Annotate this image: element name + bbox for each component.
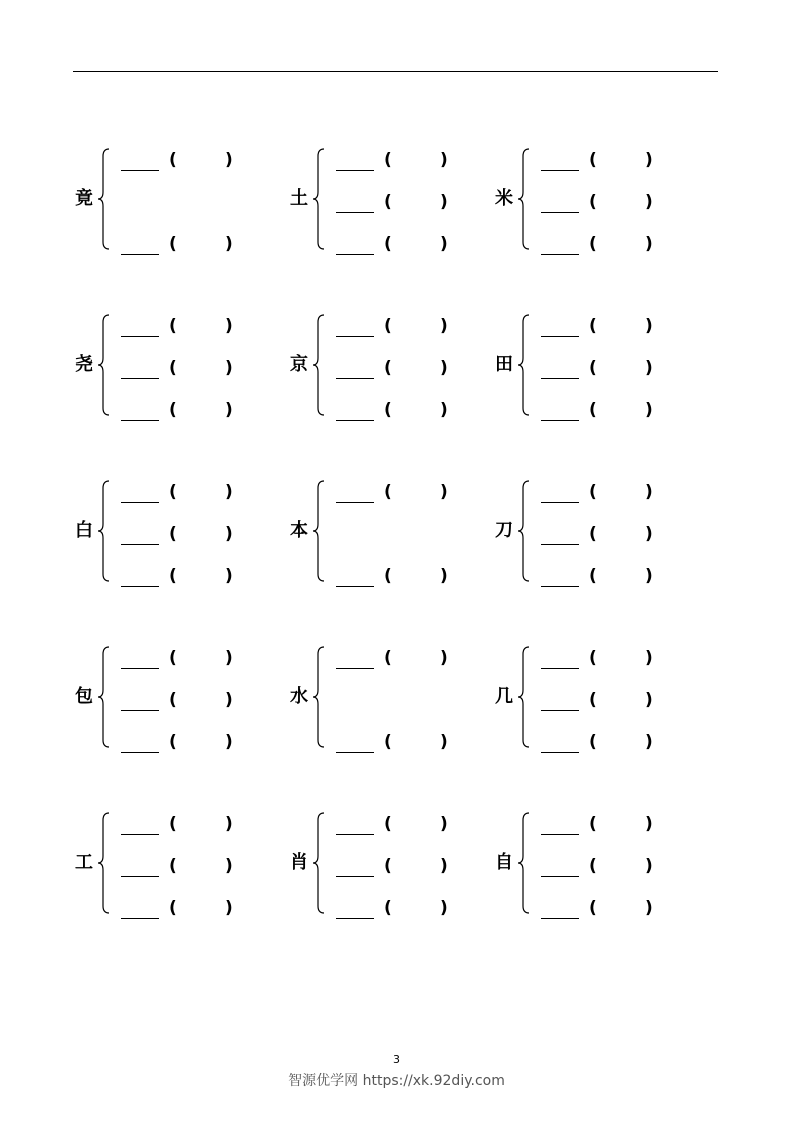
open-paren: (: [589, 150, 597, 170]
close-paren: ): [225, 524, 233, 544]
answer-blank[interactable]: [336, 170, 374, 171]
open-paren: (: [169, 856, 177, 876]
group-character: 米: [495, 188, 513, 209]
char-group: [493, 479, 673, 589]
group-character: 尧: [75, 354, 93, 375]
close-paren: ): [225, 358, 233, 378]
open-paren: (: [589, 856, 597, 876]
curly-brace-icon: [517, 313, 531, 417]
footer-watermark: 智源优学网 https://xk.92diy.com: [288, 1073, 505, 1089]
close-paren: ): [225, 566, 233, 586]
open-paren: (: [589, 566, 597, 586]
curly-brace-icon: [97, 479, 111, 583]
open-paren: (: [589, 814, 597, 834]
open-paren: (: [589, 732, 597, 752]
close-paren: ): [225, 400, 233, 420]
close-paren: ): [440, 316, 448, 336]
answer-blank[interactable]: [336, 420, 374, 421]
close-paren: ): [440, 856, 448, 876]
open-paren: (: [384, 358, 392, 378]
close-paren: ): [645, 234, 653, 254]
answer-blank[interactable]: [336, 212, 374, 213]
char-group: [493, 645, 673, 755]
open-paren: (: [589, 524, 597, 544]
open-paren: (: [169, 898, 177, 918]
group-character: 自: [495, 852, 513, 873]
open-paren: (: [169, 482, 177, 502]
close-paren: ): [645, 400, 653, 420]
answer-blank[interactable]: [121, 876, 159, 877]
char-group: [493, 811, 673, 921]
close-paren: ): [440, 400, 448, 420]
open-paren: (: [169, 690, 177, 710]
close-paren: ): [645, 814, 653, 834]
page-number: 3: [393, 1053, 400, 1066]
open-paren: (: [589, 400, 597, 420]
open-paren: (: [589, 358, 597, 378]
answer-blank[interactable]: [336, 876, 374, 877]
open-paren: (: [169, 316, 177, 336]
group-character: 几: [495, 686, 513, 707]
group-character: 京: [290, 354, 308, 375]
close-paren: ): [440, 898, 448, 918]
open-paren: (: [589, 482, 597, 502]
answer-blank[interactable]: [541, 586, 579, 587]
char-group: [288, 645, 468, 755]
group-character: 工: [75, 852, 93, 873]
close-paren: ): [225, 814, 233, 834]
close-paren: ): [645, 898, 653, 918]
close-paren: ): [645, 856, 653, 876]
answer-blank[interactable]: [121, 544, 159, 545]
group-character: 竟: [75, 188, 93, 209]
group-character: 本: [290, 520, 308, 541]
answer-blank[interactable]: [121, 710, 159, 711]
answer-blank[interactable]: [541, 544, 579, 545]
close-paren: ): [645, 648, 653, 668]
answer-blank[interactable]: [541, 752, 579, 753]
char-group: [73, 479, 253, 589]
close-paren: ): [440, 482, 448, 502]
curly-brace-icon: [97, 811, 111, 915]
answer-blank[interactable]: [541, 668, 579, 669]
open-paren: (: [169, 234, 177, 254]
close-paren: ): [225, 856, 233, 876]
close-paren: ): [440, 150, 448, 170]
close-paren: ): [645, 316, 653, 336]
close-paren: ): [645, 732, 653, 752]
answer-blank[interactable]: [541, 710, 579, 711]
answer-blank[interactable]: [121, 254, 159, 255]
answer-blank[interactable]: [541, 254, 579, 255]
close-paren: ): [645, 690, 653, 710]
close-paren: ): [225, 150, 233, 170]
curly-brace-icon: [312, 645, 326, 749]
answer-blank[interactable]: [121, 752, 159, 753]
group-character: 肖: [290, 852, 308, 873]
char-group: [288, 313, 468, 423]
close-paren: ): [440, 648, 448, 668]
open-paren: (: [384, 400, 392, 420]
curly-brace-icon: [312, 147, 326, 251]
open-paren: (: [384, 150, 392, 170]
group-character: 白: [75, 520, 93, 541]
answer-blank[interactable]: [121, 336, 159, 337]
answer-blank[interactable]: [121, 502, 159, 503]
answer-blank[interactable]: [336, 502, 374, 503]
char-group: [73, 811, 253, 921]
answer-blank[interactable]: [336, 918, 374, 919]
answer-blank[interactable]: [121, 918, 159, 919]
group-character: 土: [290, 188, 308, 209]
header-rule: [73, 71, 718, 72]
close-paren: ): [225, 482, 233, 502]
group-character: 田: [495, 354, 513, 375]
open-paren: (: [169, 814, 177, 834]
close-paren: ): [440, 566, 448, 586]
answer-blank[interactable]: [336, 668, 374, 669]
answer-blank[interactable]: [336, 378, 374, 379]
curly-brace-icon: [97, 147, 111, 251]
answer-blank[interactable]: [121, 170, 159, 171]
close-paren: ): [645, 566, 653, 586]
open-paren: (: [589, 192, 597, 212]
open-paren: (: [169, 648, 177, 668]
open-paren: (: [384, 316, 392, 336]
close-paren: ): [225, 234, 233, 254]
open-paren: (: [589, 898, 597, 918]
char-group: [73, 645, 253, 755]
open-paren: (: [384, 234, 392, 254]
curly-brace-icon: [312, 811, 326, 915]
close-paren: ): [225, 316, 233, 336]
curly-brace-icon: [517, 479, 531, 583]
answer-blank[interactable]: [541, 834, 579, 835]
open-paren: (: [169, 732, 177, 752]
answer-blank[interactable]: [541, 876, 579, 877]
open-paren: (: [384, 566, 392, 586]
char-group: [73, 313, 253, 423]
answer-blank[interactable]: [541, 420, 579, 421]
answer-blank[interactable]: [121, 420, 159, 421]
close-paren: ): [645, 150, 653, 170]
open-paren: (: [384, 482, 392, 502]
char-group: [493, 147, 673, 257]
close-paren: ): [225, 898, 233, 918]
open-paren: (: [589, 690, 597, 710]
answer-blank[interactable]: [336, 254, 374, 255]
answer-blank[interactable]: [336, 336, 374, 337]
answer-blank[interactable]: [541, 336, 579, 337]
curly-brace-icon: [517, 811, 531, 915]
close-paren: ): [440, 192, 448, 212]
answer-blank[interactable]: [336, 586, 374, 587]
answer-blank[interactable]: [541, 212, 579, 213]
close-paren: ): [225, 648, 233, 668]
close-paren: ): [645, 524, 653, 544]
close-paren: ): [645, 358, 653, 378]
group-character: 包: [75, 686, 93, 707]
answer-blank[interactable]: [541, 378, 579, 379]
curly-brace-icon: [312, 313, 326, 417]
open-paren: (: [169, 400, 177, 420]
open-paren: (: [169, 566, 177, 586]
open-paren: (: [169, 358, 177, 378]
char-group: [288, 479, 468, 589]
open-paren: (: [169, 150, 177, 170]
open-paren: (: [384, 192, 392, 212]
answer-blank[interactable]: [541, 918, 579, 919]
close-paren: ): [440, 234, 448, 254]
open-paren: (: [384, 648, 392, 668]
answer-blank[interactable]: [541, 170, 579, 171]
answer-blank[interactable]: [336, 834, 374, 835]
answer-blank[interactable]: [541, 502, 579, 503]
curly-brace-icon: [517, 147, 531, 251]
answer-blank[interactable]: [121, 586, 159, 587]
answer-blank[interactable]: [336, 752, 374, 753]
close-paren: ): [225, 690, 233, 710]
char-group: [493, 313, 673, 423]
char-group: [73, 147, 253, 257]
close-paren: ): [225, 732, 233, 752]
open-paren: (: [384, 814, 392, 834]
group-character: 刀: [495, 520, 513, 541]
close-paren: ): [440, 732, 448, 752]
group-character: 水: [290, 686, 308, 707]
open-paren: (: [384, 898, 392, 918]
open-paren: (: [384, 732, 392, 752]
answer-blank[interactable]: [121, 668, 159, 669]
answer-blank[interactable]: [121, 378, 159, 379]
curly-brace-icon: [312, 479, 326, 583]
open-paren: (: [384, 856, 392, 876]
close-paren: ): [645, 192, 653, 212]
curly-brace-icon: [517, 645, 531, 749]
close-paren: ): [645, 482, 653, 502]
char-group: [288, 811, 468, 921]
open-paren: (: [589, 648, 597, 668]
open-paren: (: [169, 524, 177, 544]
close-paren: ): [440, 814, 448, 834]
open-paren: (: [589, 234, 597, 254]
close-paren: ): [440, 358, 448, 378]
answer-blank[interactable]: [121, 834, 159, 835]
curly-brace-icon: [97, 645, 111, 749]
open-paren: (: [589, 316, 597, 336]
char-group: [288, 147, 468, 257]
curly-brace-icon: [97, 313, 111, 417]
